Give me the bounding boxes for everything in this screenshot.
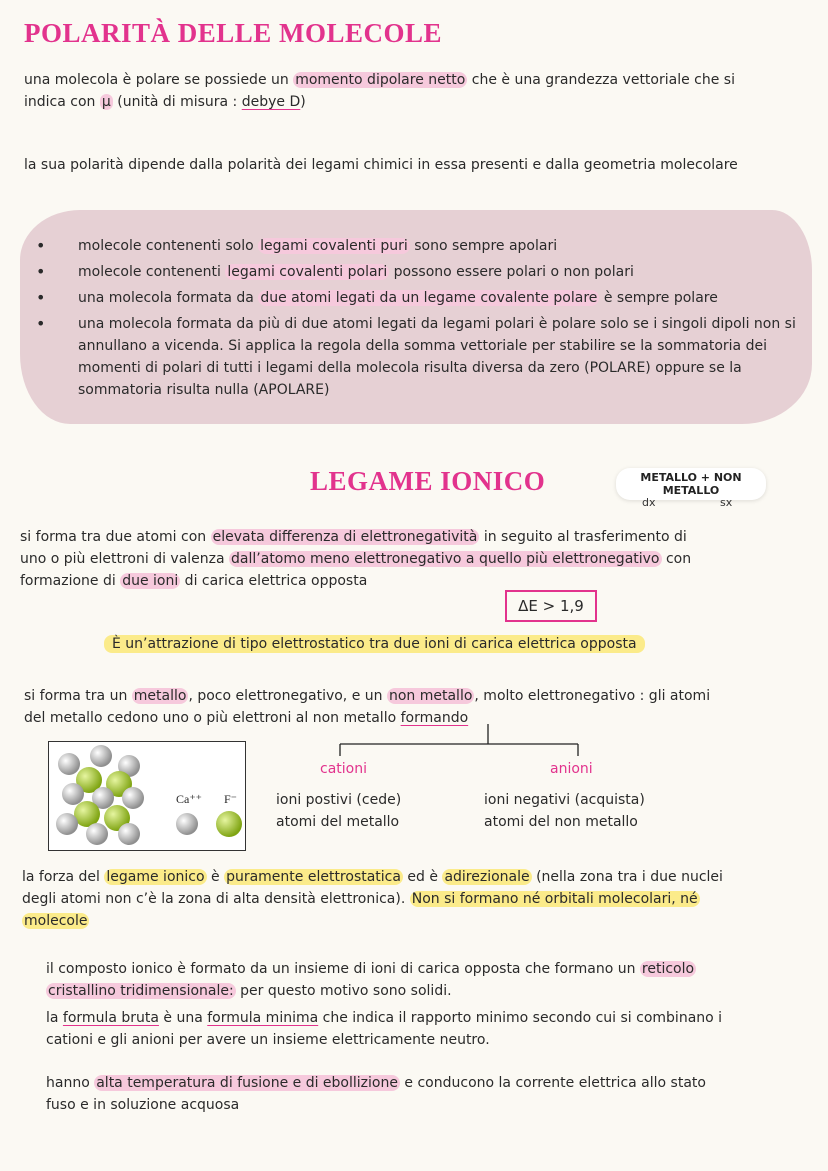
cations-label: cationi [320,761,367,777]
pill-dx: dx [642,496,656,509]
bullet-pure-covalent: • molecole contenenti solo legami covalenti puri sono sempre apolari [36,235,796,257]
paragraph-ionic-force: la forza del legame ionico è puramente elettrostatica ed è adirezionale (nella zona tra i due nuclei degli atomi non c’è la zona di alta densità elettronica). Non si formano né orbitali molecolari, né molecole [22,869,723,929]
paragraph-formula: la formula bruta è una formula minima che indica il rapporto minimo secondo cui si combinano i cationi e gli anioni per avere un insieme elettricamente neutro. [46,1010,723,1048]
bullet-polar-covalent: • molecole contenenti legami covalenti polari possono essere polari o non polari [36,261,796,283]
bullet-polyatomic: • una molecola formata da più di due atomi legati da legami polari è polare solo se i singoli dipoli non si annullano a vicenda. Si applica la regola della somma vettoriale per stabilire se la sommatoria dei momenti di polari di tutti i legami della molecola risulta diversa da zero (POLARE) oppure se la sommatoria risulta nulla (APOLARE) [36,313,796,401]
metal-nonmetal-pill [616,468,766,509]
anions-description: ioni negativi (acquista) atomi del non metallo [484,792,645,830]
paragraph-polarity-dependence: la sua polarità dipende dalla polarità dei legami chimici in essa presenti e dalla geometria molecolare [24,157,738,173]
paragraph-crystal-lattice: il composto ionico è formato da un insieme di ioni di carica opposta che formano un reticolo cristallino tridimensionale: per questo motivo sono solidi. [46,961,695,999]
ion-branch-lines [330,724,590,760]
anions-label: anioni [550,761,593,777]
fluoride-ion-label: F⁻ [224,792,238,806]
polarity-bullet-list [36,235,796,405]
highlight-dipole-moment: momento dipolare netto [295,72,466,88]
section-title-ionic-bond: LEGAME IONICO [310,466,546,496]
calcium-ion-label: Ca⁺⁺ [176,792,202,806]
paragraph-metal-nonmetal: si forma tra un metallo , poco elettronegativo, e un non metallo , molto elettronegativo : gli atomi del metallo cedono uno o più elettroni al non metallo formando [24,688,711,726]
electrostatic-attraction-statement: È un’attrazione di tipo elettrostatico tra due ioni di carica elettrica opposta [104,633,645,655]
debye-unit: debye D [241,94,301,110]
paragraph-properties: hanno alta temperatura di fusione e di ebollizione e conducono la corrente elettrica allo stato fuso e in soluzione acquosa [46,1075,706,1113]
electronegativity-threshold-box: ΔE > 1,9 [505,590,597,622]
mu-symbol: μ [101,94,111,110]
bullet-diatomic-polar: • una molecola formata da due atomi legati da un legame covalente polare è sempre polare [36,287,796,309]
crystal-lattice-image [48,741,246,851]
pill-text: METALLO + NON METALLO [640,471,742,497]
section-title-polarity: POLARITÀ DELLE MOLECOLE [24,18,443,48]
pill-sx: sx [720,496,733,509]
paragraph-polarity-definition: una molecola è polare se possiede un momento dipolare netto che è una grandezza vettoriale che si indica con μ (unità di misura : debye D) [24,72,735,110]
cations-description: ioni postivi (cede) atomi del metallo [276,792,402,830]
paragraph-ionic-formation: si forma tra due atomi con elevata differenza di elettronegatività in seguito al trasferimento di uno o più elettroni di valenza dall’atomo meno elettronegativo a quello più elettronegativo con formazione di due ioni di carica elettrica opposta [20,529,692,589]
